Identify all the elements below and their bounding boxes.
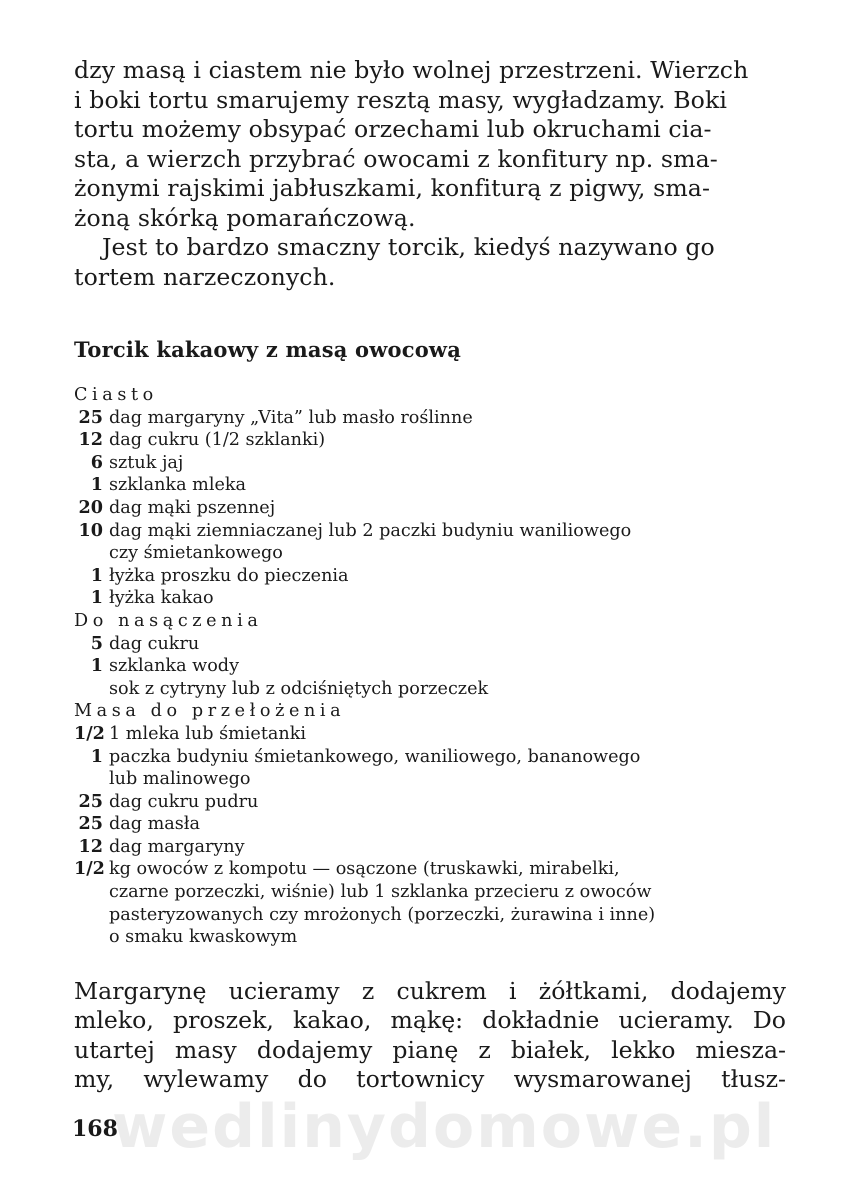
page-number: 168 bbox=[72, 1116, 118, 1142]
ingredient-qty: 10 bbox=[78, 519, 103, 541]
ingredient-item bbox=[74, 746, 786, 791]
method-line: Margarynę ucieramy z cukrem i żółtkami, dodajemy bbox=[74, 976, 786, 1005]
ingredient-qty: 1 bbox=[90, 745, 103, 767]
ingredient-qty: 12 bbox=[78, 429, 103, 451]
ingredient-qty: 25 bbox=[78, 790, 103, 812]
intro-paragraph bbox=[74, 56, 786, 233]
ingredient-desc: dag masła bbox=[109, 814, 201, 835]
ingredient-item bbox=[74, 520, 786, 565]
ingredient-desc-cont: pasteryzowanych czy mrożonych (porzeczki, żurawina i inne) bbox=[109, 904, 656, 925]
ingredient-item bbox=[74, 655, 786, 678]
ingredient-qty: 1 bbox=[90, 655, 103, 677]
ingredient-qty: 12 bbox=[78, 835, 103, 857]
ingredient-item bbox=[74, 723, 786, 746]
ingredient-desc: łyżka kakao bbox=[109, 588, 214, 609]
ingredient-desc: 1 mleka lub śmietanki bbox=[109, 723, 306, 744]
ingredient-item bbox=[74, 858, 786, 948]
ingredient-desc: łyżka proszku do pieczenia bbox=[109, 565, 349, 586]
section-heading-nasaczenie: Do nasączenia bbox=[74, 610, 263, 631]
ingredient-desc: sztuk jaj bbox=[109, 452, 184, 473]
document-page bbox=[74, 56, 786, 1095]
watermark: wedlinydomowe.pl bbox=[112, 1092, 777, 1162]
method-line: utartej masy dodajemy pianę z białek, lekko miesza- bbox=[74, 1035, 786, 1064]
ingredient-qty: 1 bbox=[90, 564, 103, 586]
ingredient-desc-cont: o smaku kwaskowym bbox=[109, 927, 298, 948]
closing-paragraph bbox=[74, 233, 786, 292]
ingredient-desc: dag mąki ziemniaczanej lub 2 paczki budyniu waniliowego bbox=[109, 520, 632, 541]
ingredient-desc: dag cukru (1/2 szklanki) bbox=[109, 430, 326, 451]
ingredient-item bbox=[74, 587, 786, 610]
ingredient-qty: 25 bbox=[78, 406, 103, 428]
closing-line: tortem narzeczonych. bbox=[74, 262, 336, 291]
ingredient-qty: 1 bbox=[90, 474, 103, 496]
ingredient-item bbox=[74, 429, 786, 452]
ingredient-item bbox=[74, 452, 786, 475]
intro-line: tortu możemy obsypać orzechami lub okruchami cia- bbox=[74, 115, 712, 143]
ingredient-desc: kg owoców z kompotu — osączone (truskawki, mirabelki, bbox=[109, 859, 620, 880]
ingredient-item bbox=[74, 565, 786, 588]
ingredient-item bbox=[74, 497, 786, 520]
ingredient-desc: dag margaryny „Vita” lub masło roślinne bbox=[109, 407, 473, 428]
ingredient-desc-cont: czy śmietankowego bbox=[109, 543, 283, 564]
ingredient-desc: dag mąki pszennej bbox=[109, 497, 276, 518]
ingredient-item bbox=[74, 813, 786, 836]
intro-line: żonymi rajskimi jabłuszkami, konfiturą z pigwy, sma- bbox=[74, 174, 711, 202]
method-line: my, wylewamy do tortownicy wysmarowanej tłusz- bbox=[74, 1065, 786, 1094]
ingredient-qty: 1/2 bbox=[74, 858, 105, 880]
ingredient-desc: szklanka mleka bbox=[109, 475, 247, 496]
ingredient-desc: szklanka wody bbox=[109, 656, 240, 677]
ingredient-qty: 1/2 bbox=[74, 722, 105, 744]
ingredient-qty: 1 bbox=[90, 587, 103, 609]
ingredient-item bbox=[74, 633, 786, 656]
ingredient-qty: 5 bbox=[90, 632, 103, 654]
method-line: mleko, proszek, kakao, mąkę: dokładnie ucieramy. Do bbox=[74, 1006, 786, 1035]
section-heading-ciasto: Ciasto bbox=[74, 385, 158, 405]
ingredient-desc: dag cukru pudru bbox=[109, 791, 259, 812]
ingredient-item bbox=[74, 836, 786, 859]
ingredient-qty: 20 bbox=[78, 496, 103, 518]
ingredient-item bbox=[74, 678, 786, 701]
ingredient-item bbox=[74, 474, 786, 497]
ingredient-list bbox=[74, 384, 786, 949]
recipe-title: Torcik kakaowy z masą owocową bbox=[74, 337, 461, 362]
ingredient-qty bbox=[74, 678, 109, 701]
intro-line: dzy masą i ciastem nie było wolnej przestrzeni. Wierzch bbox=[74, 56, 749, 84]
ingredient-desc: paczka budyniu śmietankowego, waniliowego, bananowego bbox=[109, 746, 641, 767]
ingredient-desc: dag cukru bbox=[109, 633, 200, 654]
intro-line: żoną skórką pomarańczową. bbox=[74, 203, 416, 232]
ingredient-desc-cont: lub malinowego bbox=[109, 769, 251, 790]
intro-line: sta, a wierzch przybrać owocami z konfitury np. sma- bbox=[74, 144, 718, 173]
ingredient-desc: sok z cytryny lub z odciśniętych porzeczek bbox=[109, 678, 489, 699]
ingredient-desc-cont: czarne porzeczki, wiśnie) lub 1 szklanka przecieru z owoców bbox=[109, 882, 652, 903]
ingredient-qty: 25 bbox=[78, 813, 103, 835]
ingredient-desc: dag margaryny bbox=[109, 836, 245, 857]
closing-line: Jest to bardzo smaczny torcik, kiedyś nazywano go bbox=[102, 233, 715, 261]
ingredient-qty: 6 bbox=[90, 451, 103, 473]
ingredient-item bbox=[74, 407, 786, 430]
method-paragraph bbox=[74, 977, 786, 1095]
section-heading-masa: Masa do przełożenia bbox=[74, 701, 346, 722]
intro-line: i boki tortu smarujemy resztą masy, wygładzamy. Boki bbox=[74, 85, 728, 114]
ingredient-item bbox=[74, 791, 786, 814]
